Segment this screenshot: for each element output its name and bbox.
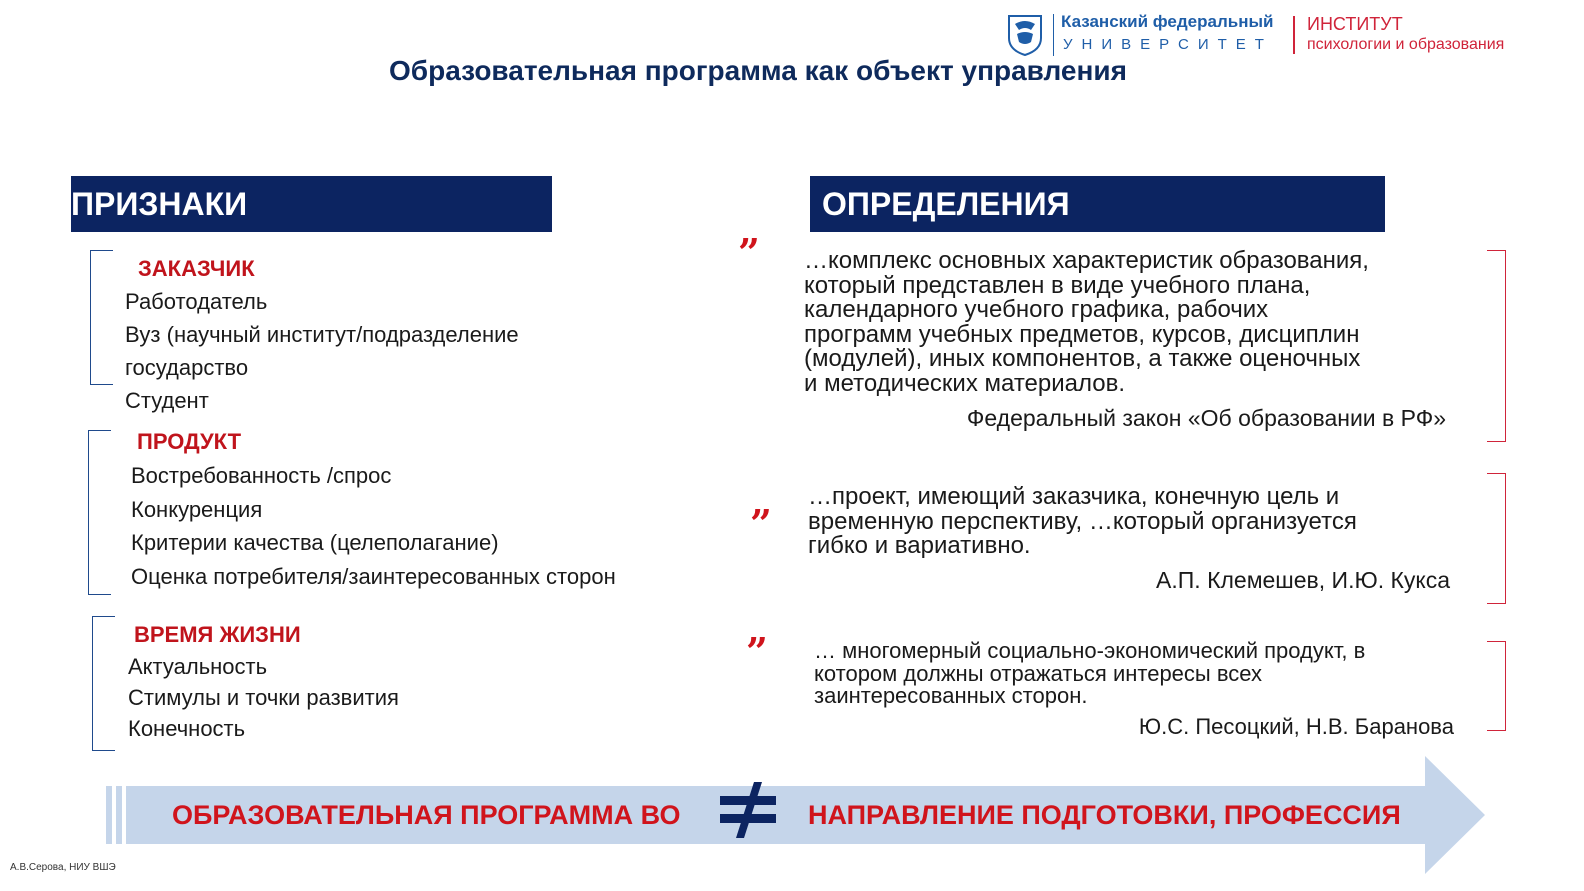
university-name-line1: Казанский федеральный <box>1061 12 1274 31</box>
definition-2-source: А.П. Клемешев, И.Ю. Кукса <box>1156 567 1450 593</box>
list-item: государство <box>125 355 249 380</box>
definition-1-source: Федеральный закон «Об образовании в РФ» <box>966 405 1446 431</box>
definition-bracket <box>1487 473 1506 604</box>
university-emblem-icon <box>1005 12 1045 56</box>
institute-name-line2: психологии и образования <box>1307 36 1505 53</box>
university-name-line2: УНИВЕРСИТЕТ <box>1063 36 1273 53</box>
features-header: ПРИЗНАКИ <box>71 176 552 232</box>
definition-bracket <box>1487 641 1506 731</box>
list-item: Оценка потребителя/заинтересованных сторон <box>131 564 616 589</box>
logo-divider <box>1053 14 1054 56</box>
definition-1-text <box>804 249 1369 396</box>
list-item: Студент <box>125 388 209 413</box>
definition-line: котором должны отражаться интересы всех <box>814 660 1263 686</box>
definition-line: …проект, имеющий заказчика, конечную цель и <box>808 483 1340 510</box>
list-item: Конкуренция <box>131 497 263 522</box>
definition-line: заинтересованных сторон. <box>814 683 1088 708</box>
list-item: Востребованность /спрос <box>131 463 392 488</box>
definition-line: программ учебных предметов, курсов, дисциплин <box>804 320 1360 348</box>
group-bracket <box>90 250 113 385</box>
list-item: Работодатель <box>125 289 268 314</box>
list-item: Конечность <box>128 716 246 741</box>
definition-line: и методических материалов. <box>804 369 1126 397</box>
group-bracket <box>88 430 111 595</box>
definition-line: (модулей), иных компонентов, а также оценочных <box>804 345 1361 372</box>
bottom-left-label: ОБРАЗОВАТЕЛЬНАЯ ПРОГРАММА ВО <box>172 800 681 830</box>
list-item: Вуз (научный институт/подразделение <box>125 322 519 347</box>
list-item: Критерии качества (целеполагание) <box>131 530 499 555</box>
definition-line: временную перспективу, …который организуется <box>808 507 1357 535</box>
definition-2-text <box>808 485 1357 559</box>
definition-line: …комплекс основных характеристик образования, <box>804 247 1369 274</box>
footer-credit: А.В.Серова, НИУ ВШЭ <box>10 862 116 873</box>
list-item: Стимулы и точки развития <box>128 685 399 710</box>
group-title-product: ПРОДУКТ <box>137 429 242 454</box>
definition-3-text <box>814 640 1365 708</box>
definition-line: … многомерный социально-экономический продукт, в <box>814 638 1366 663</box>
bottom-right-label: НАПРАВЛЕНИЕ ПОДГОТОВКИ, ПРОФЕССИЯ <box>808 800 1401 830</box>
not-equal-icon <box>718 780 778 840</box>
quote-mark-icon: ” <box>750 501 772 546</box>
definition-line: который представлен в виде учебного плана, <box>804 271 1311 299</box>
page-title: Образовательная программа как объект управления <box>389 55 1127 86</box>
list-item: Актуальность <box>128 654 268 679</box>
group-bracket <box>92 616 115 751</box>
definition-3-source: Ю.С. Песоцкий, Н.В. Баранова <box>1138 714 1454 739</box>
quote-mark-icon: ” <box>746 629 768 674</box>
group-title-lifetime: ВРЕМЯ ЖИЗНИ <box>134 622 301 647</box>
group-title-customer: ЗАКАЗЧИК <box>138 256 255 281</box>
logo-divider-red <box>1293 16 1295 54</box>
university-logo <box>1005 12 1575 60</box>
definitions-header: ОПРЕДЕЛЕНИЯ <box>810 176 1385 232</box>
definition-bracket <box>1487 250 1506 442</box>
institute-name-line1: ИНСТИТУТ <box>1307 14 1403 34</box>
quote-mark-icon: ” <box>738 230 760 275</box>
definition-line: гибко и вариативно. <box>808 532 1031 559</box>
definition-line: календарного учебного графика, рабочих <box>804 296 1269 323</box>
